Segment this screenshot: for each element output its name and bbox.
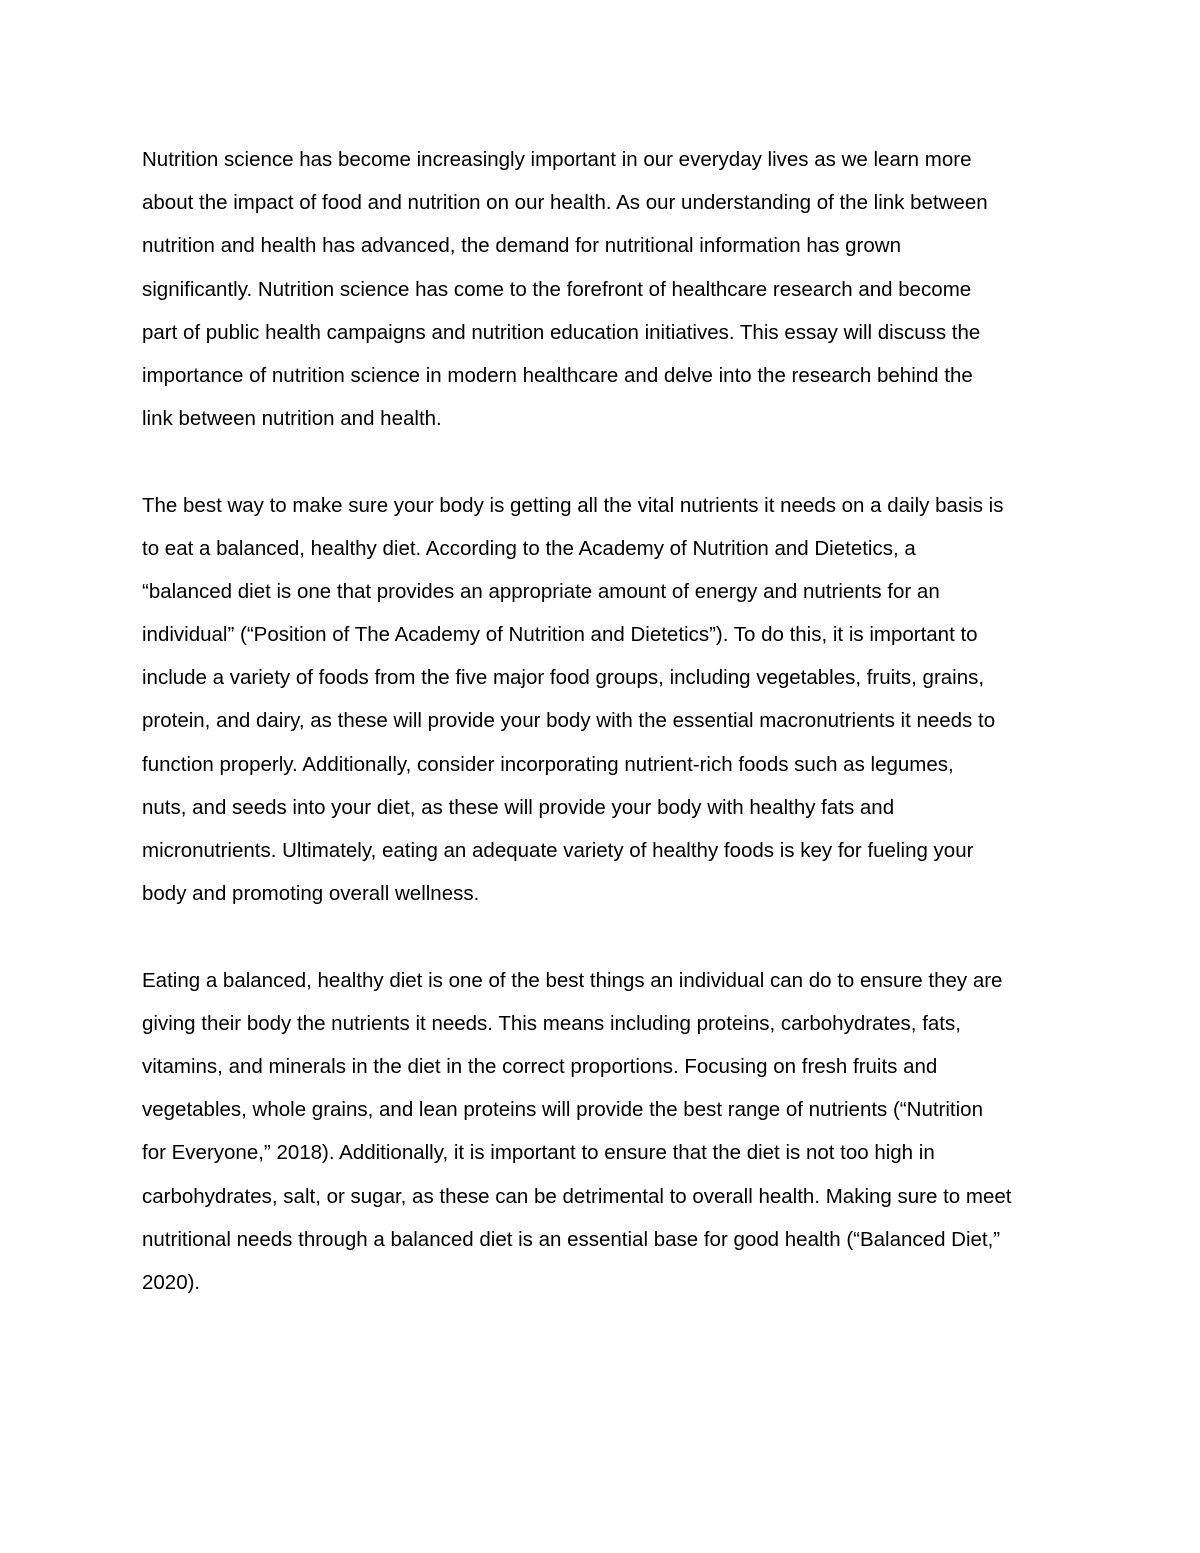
text-line: carbohydrates, salt, or sugar, as these can be detrimental to overall health. Making sure to meet [142, 1184, 1012, 1208]
text-line: giving their body the nutrients it needs. This means including proteins, carbohydrates, fats, [142, 1011, 961, 1035]
text-line: 2020). [142, 1270, 201, 1294]
text-line: micronutrients. Ultimately, eating an adequate variety of healthy foods is key for fueling your [142, 839, 974, 862]
text-line: individual” (“Position of The Academy of Nutrition and Dietetics”). To do this, it is important to [142, 623, 978, 647]
paragraph-1 [142, 138, 1060, 440]
text-line: significantly. Nutrition science has come to the forefront of healthcare research and become [142, 277, 972, 301]
text-line: importance of nutrition science in modern healthcare and delve into the research behind the [142, 363, 973, 387]
paragraph-2 [142, 484, 1060, 916]
text-line: nutrition and health has advanced, the demand for nutritional information has grown [142, 234, 901, 258]
text-line: part of public health campaigns and nutrition education initiatives. This essay will discuss the [142, 320, 981, 344]
text-line: link between nutrition and health. [142, 407, 442, 431]
text-line: nuts, and seeds into your diet, as these will provide your body with healthy fats and [142, 795, 895, 819]
text-line: Nutrition science has become increasingly important in our everyday lives as we learn more [142, 148, 972, 171]
text-line: body and promoting overall wellness. [142, 882, 480, 906]
text-line: The best way to make sure your body is getting all the vital nutrients it needs on a daily basis is [142, 493, 1004, 517]
text-line: Eating a balanced, healthy diet is one of the best things an individual can do to ensure they are [142, 968, 1003, 992]
text-line: include a variety of foods from the five major food groups, including vegetables, fruits, grains, [142, 666, 985, 690]
text-line: “balanced diet is one that provides an appropriate amount of energy and nutrients for an [142, 579, 940, 603]
document-body [142, 138, 1060, 1347]
text-line: vegetables, whole grains, and lean proteins will provide the best range of nutrients (“Nutrition [142, 1098, 983, 1122]
text-line: function properly. Additionally, consider incorporating nutrient-rich foods such as legumes, [142, 752, 954, 776]
text-line: protein, and dairy, as these will provide your body with the essential macronutrients it needs to [142, 709, 996, 733]
text-line: for Everyone,” 2018). Additionally, it is important to ensure that the diet is not too high in [142, 1141, 935, 1165]
text-line: to eat a balanced, healthy diet. According to the Academy of Nutrition and Dietetics, a [142, 536, 916, 560]
text-line: nutritional needs through a balanced diet is an essential base for good health (“Balanced Diet,” [142, 1227, 1001, 1251]
text-line: vitamins, and minerals in the diet in the correct proportions. Focusing on fresh fruits and [142, 1054, 938, 1078]
paragraph-3 [142, 959, 1060, 1305]
text-line: about the impact of food and nutrition on our health. As our understanding of the link between [142, 191, 988, 215]
